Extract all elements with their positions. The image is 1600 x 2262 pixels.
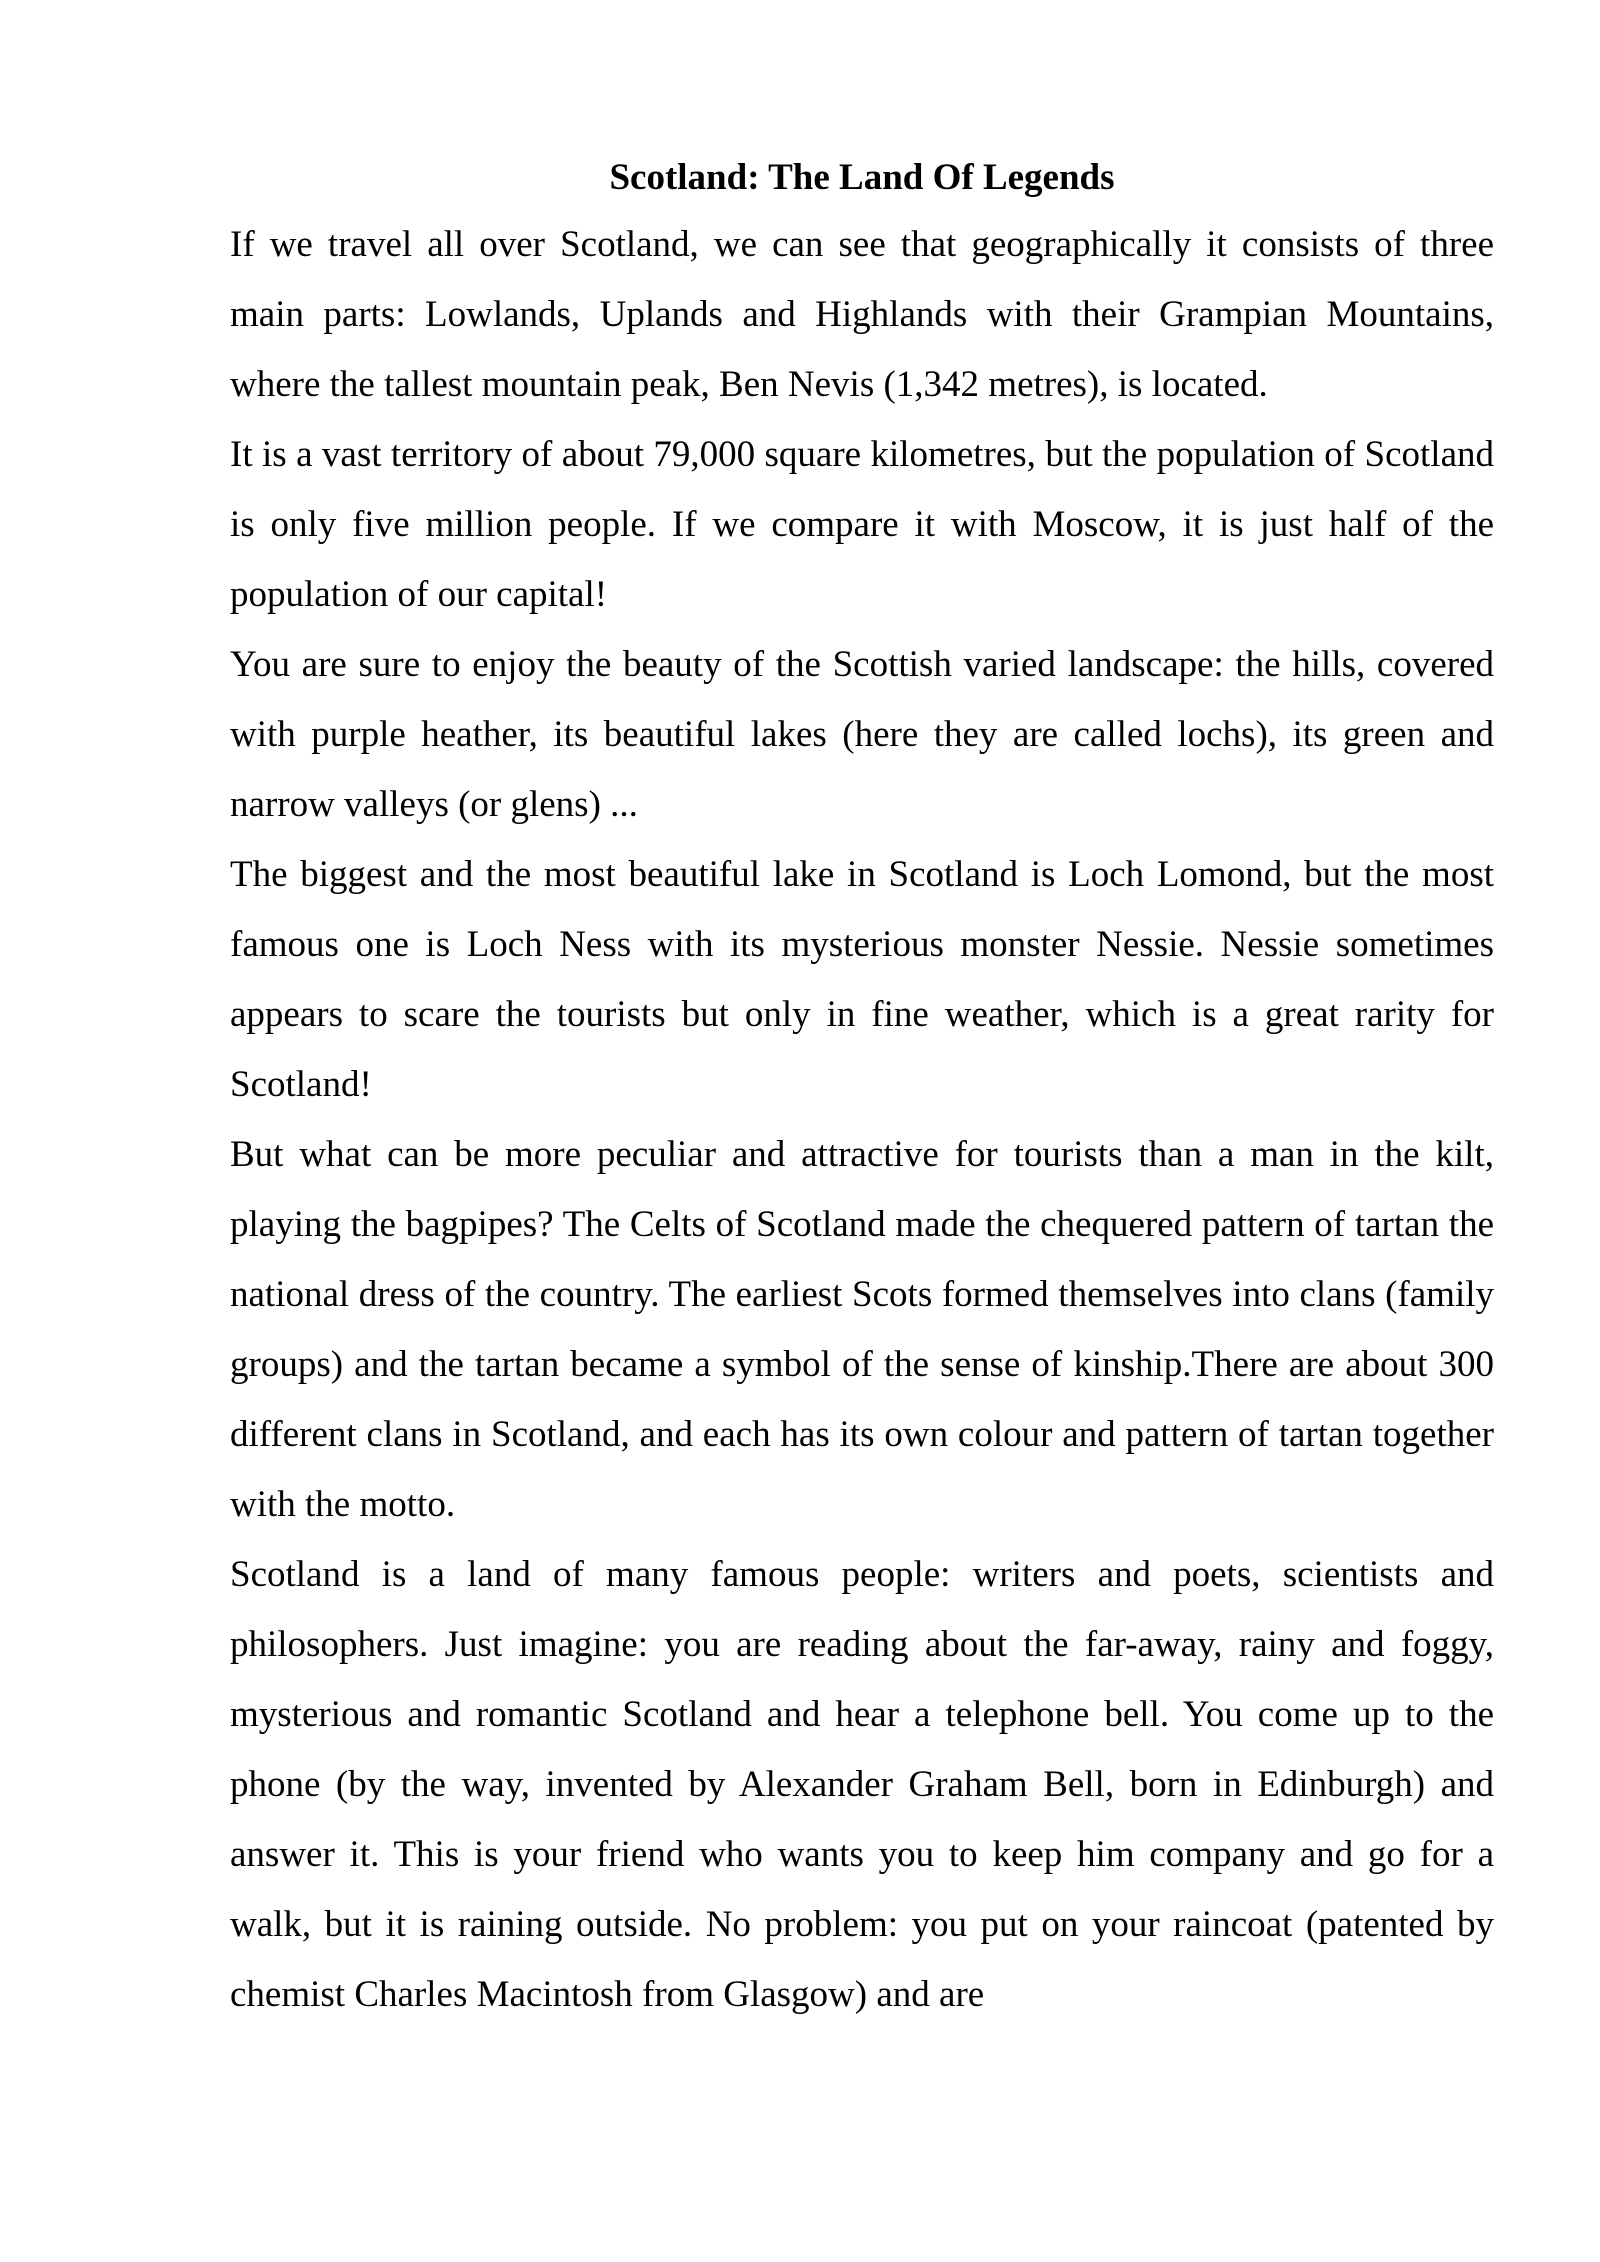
page-title: Scotland: The Land Of Legends (609, 157, 1115, 198)
document-body (230, 148, 1494, 2030)
paragraph-tartan: But what can be more peculiar and attractive for tourists than a man in the kilt, playing the bagpipes? The Celts of Scotland made the chequered pattern of tartan the national dress of the country. The earliest Scots formed themselves into clans (family groups) and the tartan became a symbol of the sense of kinship.There are about 300 different clans in Scotland, and each has its own colour and pattern of tartan together with the motto. (230, 1134, 1494, 1525)
paragraph-geography: If we travel all over Scotland, we can see that geographically it consists of three main parts: Lowlands, Uplands and Highlands with their Grampian Mountains, where the tallest mountain peak, Ben Nevis (1,342 metres), is located. (230, 224, 1494, 405)
paragraph-landscape: You are sure to enjoy the beauty of the Scottish varied landscape: the hills, covered with purple heather, its beautiful lakes (here they are called lochs), its green and narrow valleys (or glens) ... (230, 644, 1494, 825)
paragraph-famous-people: Scotland is a land of many famous people: writers and poets, scientists and philosophers. Just imagine: you are reading about the far-away, rainy and foggy, mysterious and romantic Scotland and hear a telephone bell. You come up to the phone (by the way, invented by Alexander Graham Bell, born in Edinburgh) and answer it. This is your friend who wants you to keep him company and go for a walk, but it is raining outside. No problem: you put on your raincoat (patented by chemist Charles Macintosh from Glasgow) and are (230, 1554, 1494, 2015)
paragraph-lakes: The biggest and the most beautiful lake in Scotland is Loch Lomond, but the most famous one is Loch Ness with its mysterious monster Nessie. Nessie sometimes appears to scare the tourists but only in fine weather, which is a great rarity for Scotland! (230, 854, 1494, 1105)
paragraph-territory: It is a vast territory of about 79,000 square kilometres, but the population of Scotland is only five million people. If we compare it with Moscow, it is just half of the population of our capital! (230, 434, 1494, 615)
